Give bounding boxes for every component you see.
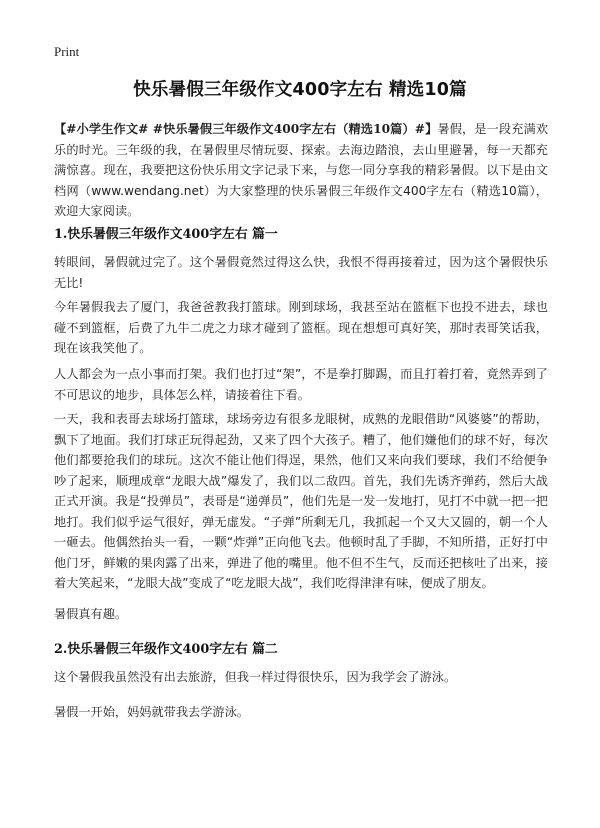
intro-body: 暑假，是一段充满欢乐的时光。三年级的我，在暑假里尽情玩耍、探索。去海边踏浪，去山里避暑，每一天都充满惊喜。现在，我要把这份快乐用文字记录下来，与您一同分享我的精彩暑假。以下是由文档网（www.wendang.net）为大家整理的快乐暑假三年级作文400字左右（精选10篇），欢迎大家阅读。 — [54, 122, 549, 218]
section2-paragraph-1: 这个暑假我虽然没有出去旅游，但我一样过得很快乐，因为我学会了游泳。 — [54, 670, 457, 684]
print-link[interactable]: Print — [54, 44, 80, 59]
section1-paragraph-2: 今年暑假我去了厦门，我爸爸教我打篮球。刚到球场，我甚至站在篮框下也投不进去，球也碰不到篮框，后费了九牛二虎之力球才碰到了篮框。现在想想可真好笑，那时表哥笑话我，现在该我笑他了。 — [54, 300, 548, 355]
section1-paragraph-1: 转眼间，暑假就过完了。这个暑假竟然过得这么快，我恨不得再接着过，因为这个暑假快乐无比! — [54, 255, 548, 290]
page-title: 快乐暑假三年级作文400字左右 精选10篇 — [133, 80, 467, 100]
intro-paragraph — [54, 119, 548, 222]
section1-paragraph-4: 一天，我和表哥去球场打篮球，球场旁边有很多龙眼树，成熟的龙眼借助“风婆婆”的帮助，飘下了地面。我们打球正玩得起劲，又来了四个大孩子。糟了，他们嫌他们的球不好，每次他们都要抢我们的球玩。这次不能让他们得逞，果然，他们又来向我们要球，我们不给便争吵了起来，顺理成章“龙眼大战”爆发了，我们以二敌四。首先，我们先诱齐弹药，然后大战正式开演。我是“投弹员”，表哥是“递弹员”，他们先是一发一发地打，见打不中就一把一把地打。我们似乎运气很好，弹无虚发。“子弹”所剩无几，我抓起一个又大又圆的，朝一个人一砸去。他偶然抬头一看，一颗“炸弹”正向他飞去。他顿时乱了手脚，不知所措，正好打中他门牙，鲜嫩的果肉露了出来，弹进了他的嘴里。他不但不生气，反而还把核吐了出来，接着大笑起来，“龙眼大战”变成了“吃龙眼大战”，我们吃得津津有味，便成了朋友。 — [54, 412, 548, 590]
section1-paragraph-5: 暑假真有趣。 — [54, 607, 128, 621]
section2-paragraph-2: 暑假一开始，妈妈就带我去学游泳。 — [54, 705, 249, 719]
section-heading-2: 2.快乐暑假三年级作文400字左右 篇二 — [54, 642, 278, 657]
section1-paragraph-3: 人人都会为一点小事而打架。我们也打过“架”，不是拳打脚踢，而且打着打着，竟然弄到了不可思议的地步，具体怎么样，请接着往下看。 — [54, 367, 548, 402]
section-heading-1: 1.快乐暑假三年级作文400字左右 篇一 — [54, 227, 278, 242]
intro-lead: 【#小学生作文# #快乐暑假三年级作文400字左右（精选10篇）#】 — [54, 122, 438, 136]
